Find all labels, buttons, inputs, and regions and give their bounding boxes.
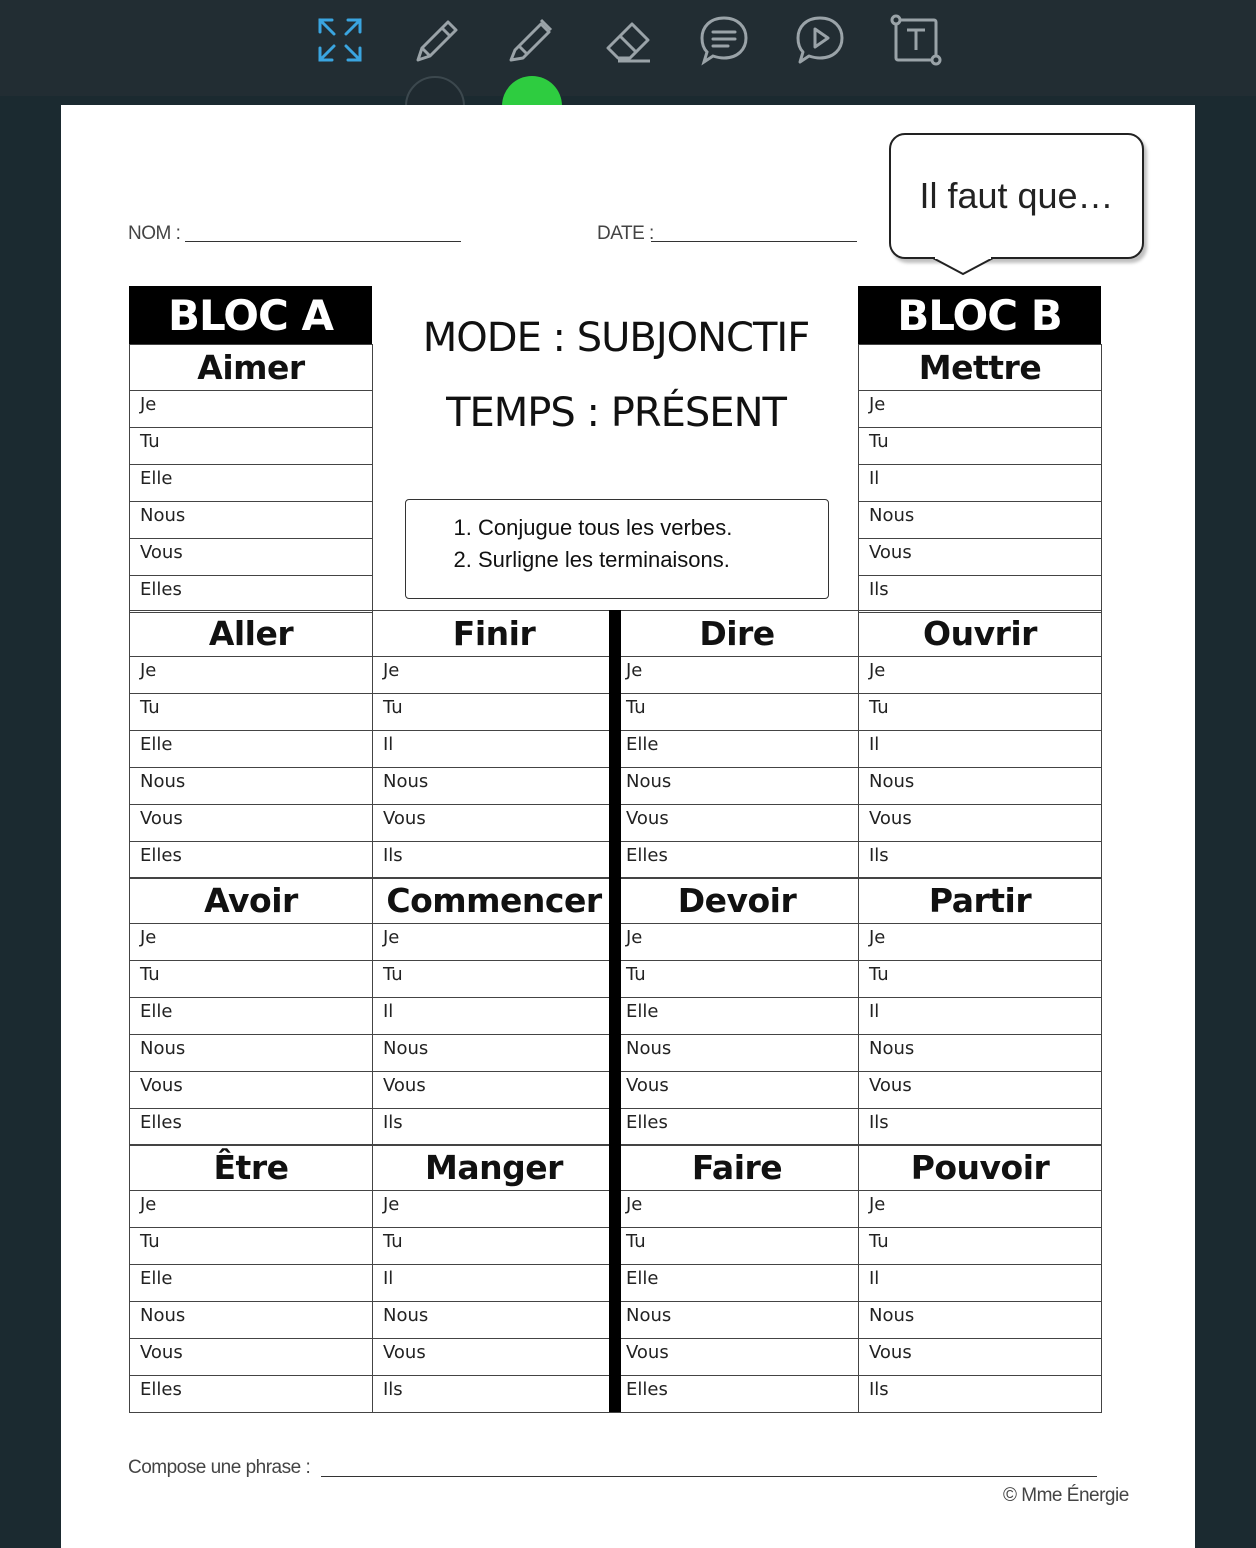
verb-title-aller: Aller: [129, 610, 373, 657]
conjugation-row-avoir-1[interactable]: Je: [129, 923, 373, 961]
conjugation-row-commencer-6[interactable]: Ils: [372, 1108, 616, 1146]
conjugation-row-devoir-1[interactable]: Je: [615, 923, 859, 961]
conjugation-row-mettre-3[interactable]: Il: [858, 464, 1102, 502]
conjugation-row-mettre-1[interactable]: Je: [858, 390, 1102, 428]
verb-title-etre: Être: [129, 1144, 373, 1191]
conjugation-row-commencer-3[interactable]: Il: [372, 997, 616, 1035]
conjugation-row-aimer-4[interactable]: Nous: [129, 501, 373, 539]
conjugation-row-avoir-2[interactable]: Tu: [129, 960, 373, 998]
conjugation-row-manger-3[interactable]: Il: [372, 1264, 616, 1302]
conjugation-row-etre-4[interactable]: Nous: [129, 1301, 373, 1339]
copyright: © Mme Énergie: [1003, 1485, 1129, 1506]
conjugation-row-faire-4[interactable]: Nous: [615, 1301, 859, 1339]
conjugation-row-dire-3[interactable]: Elle: [615, 730, 859, 768]
conjugation-row-dire-6[interactable]: Elles: [615, 841, 859, 879]
conjugation-row-aller-3[interactable]: Elle: [129, 730, 373, 768]
marker-icon[interactable]: [503, 12, 559, 68]
compose-label: Compose une phrase :: [128, 1457, 311, 1478]
conjugation-row-devoir-4[interactable]: Nous: [615, 1034, 859, 1072]
bloc-divider: [609, 610, 621, 1412]
instructions-box: [405, 499, 829, 599]
conjugation-row-aimer-1[interactable]: Je: [129, 390, 373, 428]
speech-bubble: [889, 133, 1144, 259]
conjugation-row-avoir-3[interactable]: Elle: [129, 997, 373, 1035]
conjugation-row-mettre-5[interactable]: Vous: [858, 538, 1102, 576]
conjugation-row-aller-2[interactable]: Tu: [129, 693, 373, 731]
conjugation-row-etre-5[interactable]: Vous: [129, 1338, 373, 1376]
eraser-icon[interactable]: [600, 12, 656, 68]
conjugation-row-ouvrir-3[interactable]: Il: [858, 730, 1102, 768]
conjugation-row-aller-1[interactable]: Je: [129, 656, 373, 694]
conjugation-row-commencer-4[interactable]: Nous: [372, 1034, 616, 1072]
bloc-b-header: BLOC B: [858, 286, 1101, 344]
conjugation-row-partir-5[interactable]: Vous: [858, 1071, 1102, 1109]
verb-title-ouvrir: Ouvrir: [858, 610, 1102, 657]
verb-title-commencer: Commencer: [372, 877, 616, 924]
conjugation-row-manger-1[interactable]: Je: [372, 1190, 616, 1228]
conjugation-row-manger-4[interactable]: Nous: [372, 1301, 616, 1339]
conjugation-row-manger-2[interactable]: Tu: [372, 1227, 616, 1265]
comment-icon[interactable]: [696, 12, 752, 68]
conjugation-row-manger-6[interactable]: Ils: [372, 1375, 616, 1413]
conjugation-row-pouvoir-4[interactable]: Nous: [858, 1301, 1102, 1339]
conjugation-row-dire-4[interactable]: Nous: [615, 767, 859, 805]
conjugation-row-aimer-6[interactable]: Elles: [129, 575, 373, 613]
conjugation-row-avoir-4[interactable]: Nous: [129, 1034, 373, 1072]
conjugation-row-faire-5[interactable]: Vous: [615, 1338, 859, 1376]
conjugation-row-ouvrir-1[interactable]: Je: [858, 656, 1102, 694]
verb-title-partir: Partir: [858, 877, 1102, 924]
conjugation-row-aimer-3[interactable]: Elle: [129, 464, 373, 502]
conjugation-row-etre-1[interactable]: Je: [129, 1190, 373, 1228]
speech-bubble-tail: [933, 256, 993, 278]
compose-line[interactable]: [321, 1476, 1097, 1477]
date-line[interactable]: [651, 241, 857, 242]
verb-title-dire: Dire: [615, 610, 859, 657]
annotation-toolbar: [0, 0, 1256, 96]
conjugation-row-aimer-2[interactable]: Tu: [129, 427, 373, 465]
conjugation-row-ouvrir-6[interactable]: Ils: [858, 841, 1102, 879]
verb-title-mettre: Mettre: [858, 344, 1102, 391]
conjugation-row-avoir-6[interactable]: Elles: [129, 1108, 373, 1146]
play-icon[interactable]: [792, 12, 848, 68]
verb-title-pouvoir: Pouvoir: [858, 1144, 1102, 1191]
conjugation-row-finir-6[interactable]: Ils: [372, 841, 616, 879]
conjugation-row-ouvrir-2[interactable]: Tu: [858, 693, 1102, 731]
conjugation-row-dire-1[interactable]: Je: [615, 656, 859, 694]
conjugation-row-devoir-3[interactable]: Elle: [615, 997, 859, 1035]
conjugation-row-partir-4[interactable]: Nous: [858, 1034, 1102, 1072]
conjugation-row-mettre-6[interactable]: Ils: [858, 575, 1102, 613]
conjugation-row-mettre-2[interactable]: Tu: [858, 427, 1102, 465]
conjugation-row-etre-6[interactable]: Elles: [129, 1375, 373, 1413]
conjugation-row-finir-3[interactable]: Il: [372, 730, 616, 768]
verb-title-devoir: Devoir: [615, 877, 859, 924]
verb-title-finir: Finir: [372, 610, 616, 657]
conjugation-row-aller-5[interactable]: Vous: [129, 804, 373, 842]
conjugation-row-finir-5[interactable]: Vous: [372, 804, 616, 842]
conjugation-row-pouvoir-2[interactable]: Tu: [858, 1227, 1102, 1265]
conjugation-row-finir-4[interactable]: Nous: [372, 767, 616, 805]
conjugation-row-finir-2[interactable]: Tu: [372, 693, 616, 731]
conjugation-row-manger-5[interactable]: Vous: [372, 1338, 616, 1376]
conjugation-row-commencer-5[interactable]: Vous: [372, 1071, 616, 1109]
conjugation-row-devoir-5[interactable]: Vous: [615, 1071, 859, 1109]
conjugation-row-aimer-5[interactable]: Vous: [129, 538, 373, 576]
conjugation-row-avoir-5[interactable]: Vous: [129, 1071, 373, 1109]
pencil-icon[interactable]: [408, 12, 464, 68]
instruction-2: 2. Surligne les terminaisons.: [478, 544, 828, 576]
conjugation-row-faire-6[interactable]: Elles: [615, 1375, 859, 1413]
conjugation-row-pouvoir-1[interactable]: Je: [858, 1190, 1102, 1228]
bloc-a-header: BLOC A: [129, 286, 372, 344]
mode-title: MODE : SUBJONCTIF: [422, 315, 810, 361]
conjugation-row-partir-6[interactable]: Ils: [858, 1108, 1102, 1146]
conjugation-row-partir-1[interactable]: Je: [858, 923, 1102, 961]
conjugation-row-dire-2[interactable]: Tu: [615, 693, 859, 731]
conjugation-row-ouvrir-5[interactable]: Vous: [858, 804, 1102, 842]
conjugation-row-pouvoir-3[interactable]: Il: [858, 1264, 1102, 1302]
conjugation-row-commencer-2[interactable]: Tu: [372, 960, 616, 998]
expand-icon[interactable]: [312, 12, 368, 68]
conjugation-row-aller-6[interactable]: Elles: [129, 841, 373, 879]
speech-bubble-text: Il faut que…: [919, 175, 1114, 216]
verb-title-avoir: Avoir: [129, 877, 373, 924]
conjugation-row-faire-1[interactable]: Je: [615, 1190, 859, 1228]
conjugation-row-etre-3[interactable]: Elle: [129, 1264, 373, 1302]
conjugation-row-commencer-1[interactable]: Je: [372, 923, 616, 961]
nom-label: NOM :: [128, 223, 181, 244]
conjugation-row-faire-2[interactable]: Tu: [615, 1227, 859, 1265]
verb-title-aimer: Aimer: [129, 344, 373, 391]
verb-title-manger: Manger: [372, 1144, 616, 1191]
conjugation-row-devoir-6[interactable]: Elles: [615, 1108, 859, 1146]
verb-title-faire: Faire: [615, 1144, 859, 1191]
conjugation-row-devoir-2[interactable]: Tu: [615, 960, 859, 998]
conjugation-row-etre-2[interactable]: Tu: [129, 1227, 373, 1265]
conjugation-row-finir-1[interactable]: Je: [372, 656, 616, 694]
conjugation-row-mettre-4[interactable]: Nous: [858, 501, 1102, 539]
conjugation-row-partir-3[interactable]: Il: [858, 997, 1102, 1035]
worksheet-page: [61, 105, 1195, 1548]
conjugation-row-pouvoir-5[interactable]: Vous: [858, 1338, 1102, 1376]
conjugation-row-dire-5[interactable]: Vous: [615, 804, 859, 842]
conjugation-row-aller-4[interactable]: Nous: [129, 767, 373, 805]
nom-line[interactable]: [185, 241, 461, 242]
conjugation-row-partir-2[interactable]: Tu: [858, 960, 1102, 998]
text-box-icon[interactable]: [888, 12, 944, 68]
conjugation-row-ouvrir-4[interactable]: Nous: [858, 767, 1102, 805]
instruction-1: 1. Conjugue tous les verbes.: [478, 512, 828, 544]
conjugation-row-pouvoir-6[interactable]: Ils: [858, 1375, 1102, 1413]
temps-title: TEMPS : PRÉSENT: [446, 390, 786, 436]
date-label: DATE :: [597, 223, 654, 244]
conjugation-row-faire-3[interactable]: Elle: [615, 1264, 859, 1302]
